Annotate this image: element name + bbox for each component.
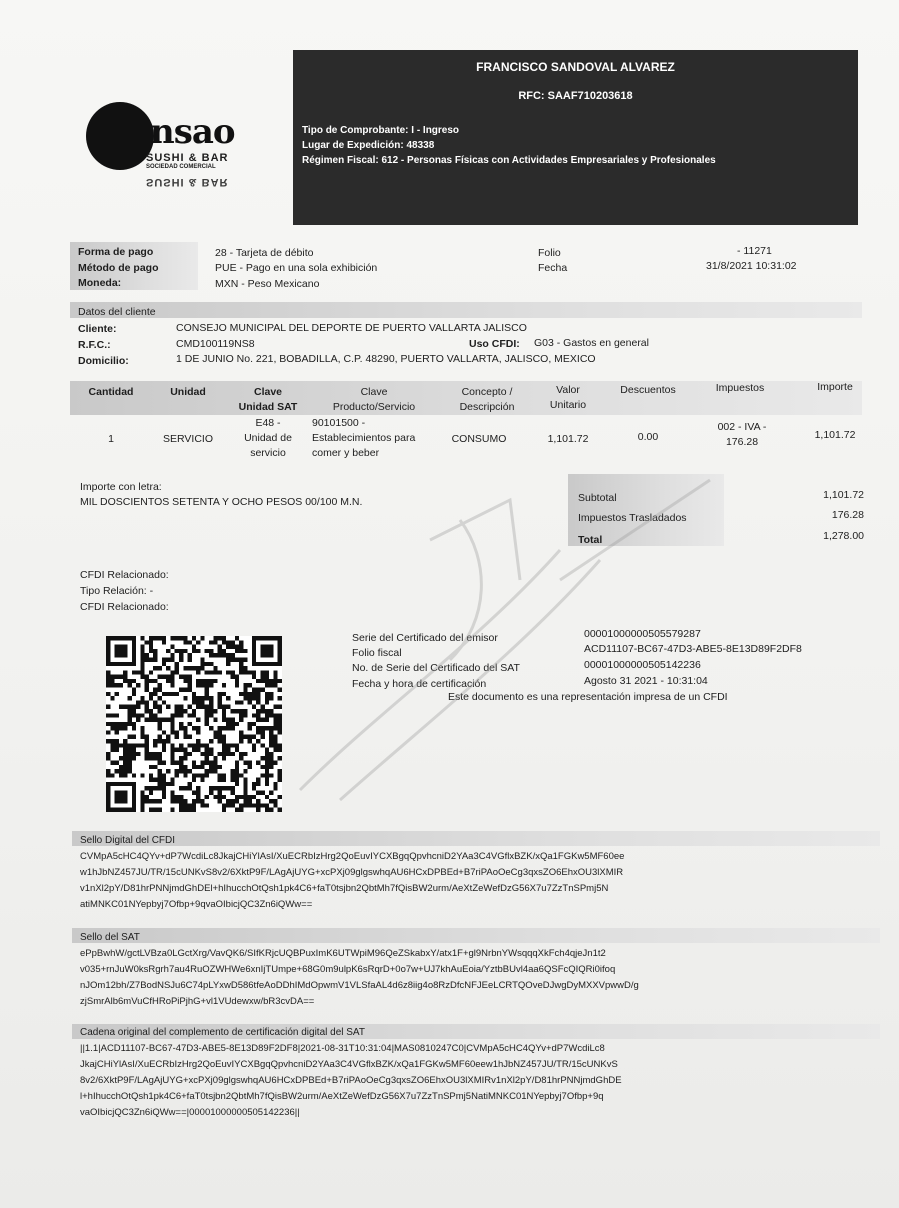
uso-cfdi-value: G03 - Gastos en general bbox=[534, 337, 649, 349]
col-valor-unitario: Valor Unitario bbox=[549, 384, 587, 411]
lugar-expedicion: Lugar de Expedición: 48338 bbox=[302, 140, 435, 151]
cadena-line: l+hIhucchOtQsh1pk4C6+faT0tsjbn2QbtMh7fQisBW2urm/AeXtZeWefDzG56X7u7ZzTnSPmj5NatiMNKC01NYepbyj7Ofbp+9q bbox=[80, 1091, 604, 1102]
sello-sat-line: ePpBwhW/gctLVBza0LGctXrg/VavQK6/SIfKRjcUQBPuxImK6UTWpiM96QeZSkabxY/atx1F+gl9NrbnYWsqqqXkFch4qjeJn1t2 bbox=[80, 948, 606, 959]
sello-cfdi-line: CVMpA5cHC4QYv+dP7WcdiLc8JkajCHiYlAsI/XuECRbIzHrg2QoEuvIYCXBgqQpvhcniD2YAa3C4VGflxBZK/xQa1FGKw5MF60ee bbox=[80, 851, 625, 862]
sello-cfdi-text bbox=[80, 849, 624, 913]
total-value: 1,278.00 bbox=[823, 530, 864, 542]
logo-subtitle: SUSHI & BAR bbox=[146, 152, 229, 164]
client-section-title: Datos del cliente bbox=[78, 306, 156, 318]
restaurant-logo-icon bbox=[86, 102, 154, 170]
folio-fiscal-value: ACD11107-BC67-47D3-ABE5-8E13D89F2DF8 bbox=[584, 643, 802, 655]
cell-importe: 1,101.72 bbox=[814, 429, 856, 441]
sello-cfdi-line: v1nXl2pY/D81hrPNNjmdGhDEl+hIhucchOtQsh1pk4C6+faT0tsjbn2QbtMh7fQisBW2urm/AeXtZeWefDzG56X7u7ZzTnSPmj5N bbox=[80, 883, 609, 894]
col-clave-unidad: Clave Unidad SAT bbox=[238, 386, 298, 413]
folio-value: - 11271 bbox=[737, 245, 772, 257]
fecha-cert-label: Fecha y hora de certificación bbox=[352, 678, 487, 690]
fecha-value: 31/8/2021 10:31:02 bbox=[706, 260, 797, 272]
cell-concepto: CONSUMO bbox=[451, 433, 507, 445]
importe-letra-value: MIL DOSCIENTOS SETENTA Y OCHO PESOS 00/100 M.N. bbox=[80, 496, 363, 508]
serie-emisor-label: Serie del Certificado del emisor bbox=[352, 632, 498, 644]
sello-cfdi-title: Sello Digital del CFDI bbox=[80, 835, 176, 846]
fecha-cert-value: Agosto 31 2021 - 10:31:04 bbox=[584, 675, 708, 687]
subtotal-label: Subtotal bbox=[578, 492, 617, 504]
domicilio-value: 1 DE JUNIO No. 221, BOBADILLA, C.P. 48290, PUERTO VALLARTA, JALISCO, MEXICO bbox=[176, 353, 596, 365]
logo-subtitle-small: SOCIEDAD COMERCIAL bbox=[146, 164, 216, 170]
cell-clave-producto: 90101500 - Establecimientos para comer y beber bbox=[312, 417, 416, 459]
cadena-line: JkajCHiYlAsI/XuECRbIzHrg2QoEuvIYCXBgqQpvhcniD2YAa3C4VGflxBZK/xQa1FGKw5MF60eew1hJbNZ457JU/TR/15cUNKvS bbox=[80, 1059, 618, 1070]
fecha-label: Fecha bbox=[538, 262, 568, 274]
serie-sat-label: No. de Serie del Certificado del SAT bbox=[352, 662, 520, 674]
col-clave-producto: Clave Producto/Servicio bbox=[332, 386, 416, 413]
forma-pago-value: 28 - Tarjeta de débito bbox=[215, 247, 314, 259]
cadena-title: Cadena original del complemento de certificación digital del SAT bbox=[80, 1027, 365, 1038]
cadena-line: 8v2/6XktP9F/LAgAjUYG+xcPXj09glgswhqAU6HCxDPBEd+B7riPAoOeCg3qxsZO6EhxOU3lXMIRv1nXl2pY/D81hrPNNjmdGhDE bbox=[80, 1075, 622, 1086]
cell-descuentos: 0.00 bbox=[637, 431, 659, 443]
cadena-text bbox=[80, 1041, 622, 1121]
issuer-header bbox=[293, 50, 858, 225]
cell-valor-unitario: 1,101.72 bbox=[547, 433, 589, 445]
cfdi-note: Este documento es una representación impresa de un CFDI bbox=[448, 691, 728, 703]
serie-sat-value: 00001000000505142236 bbox=[584, 659, 701, 671]
domicilio-label: Domicilio: bbox=[78, 355, 129, 367]
cell-unidad: SERVICIO bbox=[163, 433, 213, 445]
subtotal-value: 1,101.72 bbox=[823, 489, 864, 501]
sello-sat-text bbox=[80, 946, 639, 1010]
sello-cfdi-line: w1hJbNZ457JU/TR/15cUNKvS8v2/6XktP9F/LAgAjUYG+xcPXj09glgswhqAU6HCxDPBEd+B7riPAoOeCg3qxsZO6EhxOU3lXMIR bbox=[80, 867, 624, 878]
tipo-relacion-label: Tipo Relación: - bbox=[80, 585, 154, 597]
col-descuentos: Descuentos bbox=[620, 384, 676, 396]
moneda-label: Moneda: bbox=[78, 277, 122, 289]
serie-emisor-value: 00001000000505579287 bbox=[584, 628, 701, 640]
total-label: Total bbox=[578, 534, 603, 546]
col-concepto: Concepto / Descripción bbox=[459, 386, 515, 413]
sello-sat-line: v035+rnJuW0ksRgrh7au4RuOZWHWe6xnIjTUmpe+68G0m9ulpK6sRqrD+0o7w+UJ7khAuEoia/YztbBUvl4aa6QSFcQIQRi0ifoq bbox=[80, 964, 616, 975]
sello-cfdi-line: atiMNKC01NYepbyj7Ofbp+9qvaOIbicjQC3Zn6iQWw== bbox=[80, 899, 313, 910]
sello-cfdi-band bbox=[72, 831, 880, 846]
cfdi-relacionado-label: CFDI Relacionado: bbox=[80, 569, 169, 581]
impuestos-trasladados-label: Impuestos Trasladados bbox=[578, 512, 687, 524]
issuer-rfc: RFC: SAAF710203618 bbox=[518, 90, 633, 102]
cadena-line: vaOIbicjQC3Zn6iQWw==|00001000000505142236|| bbox=[80, 1107, 300, 1118]
moneda-value: MXN - Peso Mexicano bbox=[215, 278, 320, 290]
cadena-line: ||1.1|ACD11107-BC67-47D3-ABE5-8E13D89F2DF8|2021-08-31T10:31:04|MAS0810247C0|CVMpA5cHC4QYv+dP7WcdiLc8 bbox=[80, 1043, 605, 1054]
client-section-band bbox=[70, 302, 862, 318]
logo-wordmark: nsao bbox=[150, 112, 235, 152]
sello-sat-line: zjSmrAlb6mVuCfHRoPiPjhG+vl1VUdewxw/bR3cvDA== bbox=[80, 996, 315, 1007]
cliente-label: Cliente: bbox=[78, 323, 117, 335]
qr-code-icon bbox=[106, 636, 282, 812]
uso-cfdi-label: Uso CFDI: bbox=[469, 338, 520, 350]
logo-subtitle-mirror: SUSHI & BAR bbox=[146, 176, 229, 188]
sello-sat-line: nJOm12bh/Z7BodNSJu6C74pLYxwD586tfeAoDDhIMdOpwmV1VLSfaAL4d6z8iig4o8RzDfcNFJEeLCRTQOveDJwgDyMXXVpwwD/g bbox=[80, 980, 639, 991]
folio-fiscal-label: Folio fiscal bbox=[352, 647, 402, 659]
cfdi-relacionado-label-2: CFDI Relacionado: bbox=[80, 601, 169, 613]
client-rfc-value: CMD100119NS8 bbox=[176, 338, 255, 350]
impuestos-value: 176.28 bbox=[831, 509, 864, 521]
sello-sat-title: Sello del SAT bbox=[80, 932, 140, 943]
col-importe: Importe bbox=[817, 381, 853, 393]
cell-impuestos: 002 - IVA - 176.28 bbox=[717, 421, 767, 448]
regimen-fiscal: Régimen Fiscal: 612 - Personas Físicas con Actividades Empresariales y Profesionales bbox=[302, 155, 716, 166]
client-rfc-label: R.F.C.: bbox=[78, 339, 111, 351]
sello-sat-band bbox=[72, 928, 880, 943]
forma-pago-label: Forma de pago bbox=[78, 246, 154, 258]
folio-label: Folio bbox=[538, 247, 561, 259]
issuer-name: FRANCISCO SANDOVAL ALVAREZ bbox=[476, 60, 675, 74]
tipo-comprobante: Tipo de Comprobante: I - Ingreso bbox=[302, 125, 460, 136]
metodo-pago-label: Método de pago bbox=[78, 262, 159, 274]
importe-letra-label: Importe con letra: bbox=[80, 481, 162, 493]
col-unidad: Unidad bbox=[170, 386, 206, 398]
col-impuestos: Impuestos bbox=[715, 382, 765, 394]
cliente-value: CONSEJO MUNICIPAL DEL DEPORTE DE PUERTO VALLARTA JALISCO bbox=[176, 322, 527, 334]
cell-clave-unidad: E48 - Unidad de servicio bbox=[244, 417, 292, 459]
col-cantidad: Cantidad bbox=[88, 386, 134, 398]
metodo-pago-value: PUE - Pago en una sola exhibición bbox=[215, 262, 378, 274]
cell-cantidad: 1 bbox=[108, 433, 114, 445]
